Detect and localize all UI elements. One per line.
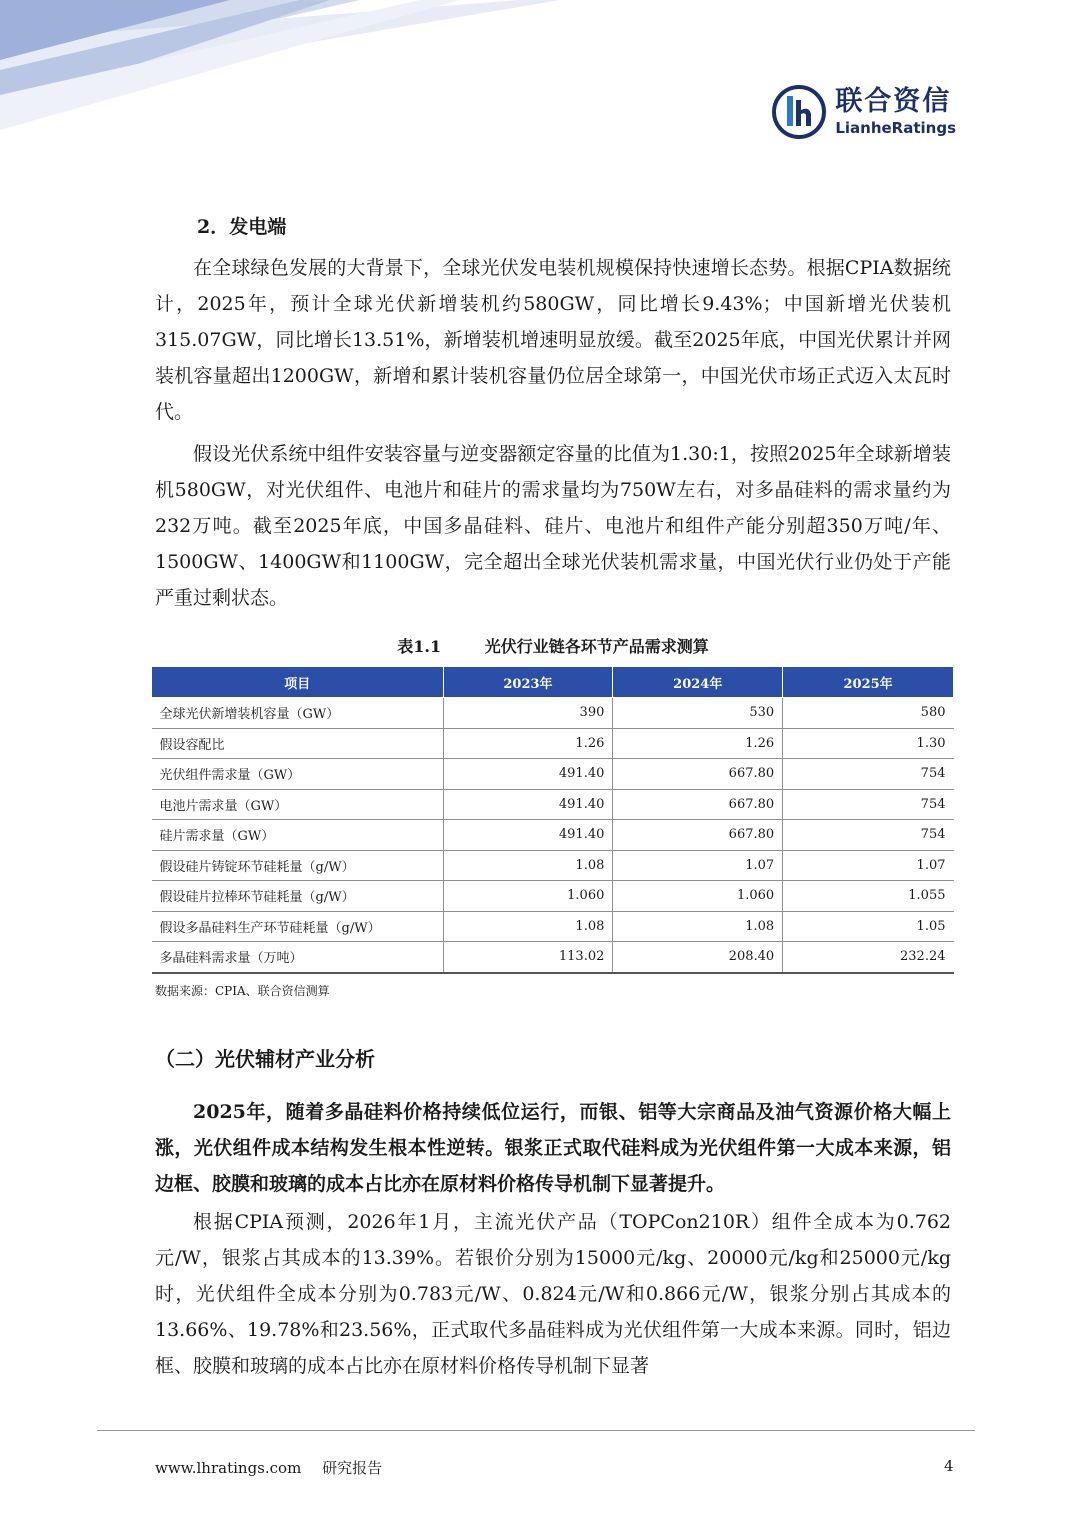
logo-english-name: LianheRatings <box>835 119 956 137</box>
table-cell: 580 <box>783 698 954 729</box>
table-cell-label: 光伏组件需求量（GW） <box>152 759 444 790</box>
footer-left <box>155 1457 382 1478</box>
company-logo <box>771 84 956 140</box>
table-cell: 1.060 <box>613 881 783 912</box>
table-header-cell: 项目 <box>152 667 444 698</box>
table-cell: 1.060 <box>443 881 613 912</box>
table-cell: 491.40 <box>443 789 613 820</box>
table-header-cell: 2025年 <box>783 667 954 698</box>
table-cell: 491.40 <box>443 820 613 851</box>
table-cell-label: 假设多晶硅料生产环节硅耗量（g/W） <box>152 911 444 942</box>
table-row <box>152 850 954 881</box>
table-cell: 754 <box>783 820 954 851</box>
table-cell: 1.055 <box>783 881 954 912</box>
footer-url-link[interactable]: www.lhratings.com <box>155 1459 302 1477</box>
section-heading-power-generation: 2．发电端 <box>197 216 287 238</box>
paragraph: 在全球绿色发展的大背景下，全球光伏发电装机规模保持快速增长态势。根据CPIA数据统计，2025年，预计全球光伏新增装机约580GW，同比增长9.43%；中国新增光伏装机315.07GW，同比增长13.51%，新增装机增速明显放缓。截至2025年底，中国光伏累计并网装机容量超出1200GW，新增和累计装机容量仍位居全球第一，中国光伏市场正式迈入太瓦时代。 <box>155 257 951 423</box>
table-row <box>152 820 954 851</box>
table-cell: 667.80 <box>613 789 783 820</box>
paragraph: 根据CPIA预测，2026年1月，主流光伏产品（TOPCon210R）组件全成本为0.762元/W，银浆占其成本的13.39%。若银价分别为15000元/kg、20000元/kg和25000元/kg时，光伏组件全成本分别为0.783元/W、0.824元/W和0.866元/W，银浆分别占其成本的13.66%、19.78%和23.56%，正式取代多晶硅料成为光伏组件第一大成本来源。同时，铝边框、胶膜和玻璃的成本占比亦在原材料价格传导机制下显著 <box>155 1210 951 1377</box>
lianhe-logo-icon <box>771 84 827 140</box>
table-cell: 667.80 <box>613 759 783 790</box>
summary-paragraph: 2025年，随着多晶硅料价格持续低位运行，而银、铝等大宗商品及油气资源价格大幅上涨，光伏组件成本结构发生根本性逆转。银浆正式取代硅料成为光伏组件第一大成本来源，铝边框、胶膜和玻璃的成本占比亦在原材料价格传导机制下显著提升。 <box>155 1100 951 1195</box>
document-body <box>155 210 951 1384</box>
table-cell: 491.40 <box>443 759 613 790</box>
table-cell-label: 硅片需求量（GW） <box>152 820 444 851</box>
table-cell: 754 <box>783 789 954 820</box>
table-header-row <box>152 667 954 698</box>
section-heading-auxiliary-materials: （二）光伏辅材产业分析 <box>155 1046 375 1071</box>
table-row <box>152 698 954 729</box>
table-cell: 1.26 <box>613 728 783 759</box>
table-cell-label: 假设容配比 <box>152 728 444 759</box>
table-cell: 1.07 <box>613 850 783 881</box>
table-row <box>152 942 954 973</box>
table-cell-label: 多晶硅料需求量（万吨） <box>152 942 444 973</box>
table-cell: 1.08 <box>443 911 613 942</box>
table-cell-label: 假设硅片拉棒环节硅耗量（g/W） <box>152 881 444 912</box>
table-cell: 232.24 <box>783 942 954 973</box>
footer-divider <box>97 1430 975 1431</box>
table-cell: 530 <box>613 698 783 729</box>
footer-report-label: 研究报告 <box>322 1459 383 1477</box>
logo-chinese-name: 联合资信 <box>835 86 952 117</box>
table-row <box>152 911 954 942</box>
table-source-note: 数据来源：CPIA、联合资信测算 <box>155 983 330 998</box>
table-cell: 1.30 <box>783 728 954 759</box>
table-cell: 113.02 <box>443 942 613 973</box>
page-number: 4 <box>944 1457 954 1475</box>
table-header-cell: 2023年 <box>443 667 613 698</box>
table-cell: 1.08 <box>443 850 613 881</box>
table-cell-label: 全球光伏新增装机容量（GW） <box>152 698 444 729</box>
table-cell: 390 <box>443 698 613 729</box>
table-cell: 1.05 <box>783 911 954 942</box>
table-row <box>152 881 954 912</box>
table-row <box>152 789 954 820</box>
table-row <box>152 728 954 759</box>
table-cell: 754 <box>783 759 954 790</box>
table-header-cell: 2024年 <box>613 667 783 698</box>
table-cell: 208.40 <box>613 942 783 973</box>
table-cell: 1.07 <box>783 850 954 881</box>
table-cell-label: 假设硅片铸锭环节硅耗量（g/W） <box>152 850 444 881</box>
demand-table <box>151 666 954 974</box>
table-caption <box>155 634 951 660</box>
table-cell-label: 电池片需求量（GW） <box>152 789 444 820</box>
table-caption-number: 表1.1 <box>397 637 442 656</box>
paragraph: 假设光伏系统中组件安装容量与逆变器额定容量的比值为1.30:1，按照2025年全球新增装机580GW，对光伏组件、电池片和硅片的需求量均为750W左右，对多晶硅料的需求量约为232万吨。截至2025年底，中国多晶硅料、硅片、电池片和组件产能分别超350万吨/年、1500GW、1400GW和1100GW，完全超出全球光伏装机需求量，中国光伏行业仍处于产能严重过剩状态。 <box>155 443 951 609</box>
table-cell: 1.26 <box>443 728 613 759</box>
table-row <box>152 759 954 790</box>
table-cell: 1.08 <box>613 911 783 942</box>
table-caption-title: 光伏行业链各环节产品需求测算 <box>484 637 709 656</box>
table-cell: 667.80 <box>613 820 783 851</box>
